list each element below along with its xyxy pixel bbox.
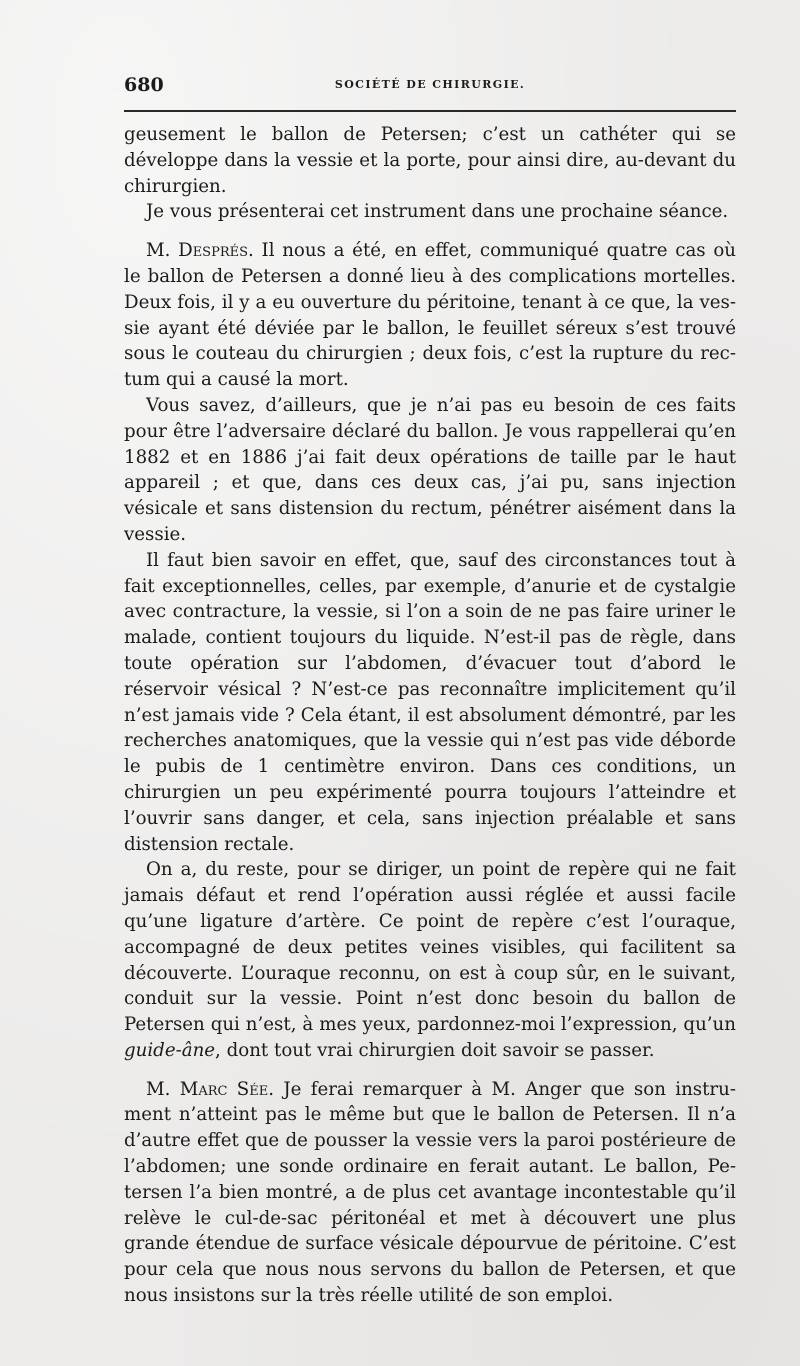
paragraph-despres-intro (124, 238, 736, 393)
paragraph-text: Je vous présenterai cet instrument dans une prochaine séance. (146, 201, 729, 223)
page-number: 680 (124, 74, 164, 96)
paragraph-text: . Je ferai remarquer à M. Anger que son instrument n’atteint pas le même but que le ballon de Petersen. Il n’a d’autre effet que de pousser la vessie vers la paroi postérieure de l’abdomen; une sonde ordinaire en ferait autant. Le ballon, Petersen l’a bien montré, a de plus cet avantage incontestable qu’il relève le cul-de-sac péritonéal et met à découvert une plus grande étendue de surface vésicale dépourvue de péritoine. C’est pour cela que nous nous servons du ballon de Petersen, et que nous insistons sur la très réelle utilité de son emploi. (124, 1078, 736, 1307)
body-text (124, 122, 736, 1309)
paragraph-marc-see (124, 1077, 736, 1309)
paragraph-text: geusement le ballon de Petersen; c’est un cathéter qui se développe dans la vessie et la porte, pour ainsi dire, au-devant du chirurgien. (124, 124, 736, 197)
paragraph-despres-vessie (124, 548, 736, 858)
paragraph-text-end: , dont tout vrai chirurgien doit savoir se passer. (215, 1039, 655, 1061)
paragraph-despres-ouraque (124, 857, 736, 1063)
paragraph-text: Il faut bien savoir en effet, que, sauf des circonstances tout à fait exceptionnelles, celles, par exemple, d’anurie et de cystalgie avec contracture, la vessie, si l’on a soin de ne pas faire uriner le malade, contient toujours du liquide. N’est-il pas de règle, dans toute opération sur l’abdomen, d’évacuer tout d’abord le réservoir vésical ? N’est-ce pas reconnaître implicitement qu’il n’est jamais vide ? Cela étant, il est absolument démontré, par les recherches anatomiques, que la vessie qui n’est pas vide déborde le pubis de 1 centimètre environ. Dans ces conditions, un chirurgien un peu expérimenté pourra toujours l’atteindre et l’ouvrir sans danger, et cela, sans injection préalable et sans distension rectale. (124, 549, 736, 855)
paragraph-text: Vous savez, d’ailleurs, que je n’ai pas eu besoin de ces faits pour être l’adversaire déclaré du ballon. Je vous rappellerai qu’en 1882 et en 1886 j’ai fait deux opérations de taille par le haut appareil ; et que, dans ces deux cas, j’ai pu, sans injection vésicale et sans distension du rectum, pénétrer aisément dans la vessie. (124, 394, 736, 545)
paragraph-text: . Il nous a été, en effet, communiqué quatre cas où le ballon de Petersen a donné lieu à des complications mortelles. Deux fois, il y a eu ouverture du péritoine, tenant à ce que, la vessie ayant été déviée par le ballon, le feuillet séreux s’est trouvé sous le couteau du chirurgien ; deux fois, c’est la rupture du rectum qui a causé la mort. (124, 240, 736, 391)
running-title: SOCIÉTÉ DE CHIRURGIE. (334, 78, 526, 91)
page-header (124, 72, 736, 102)
speaker-prefix: M. (146, 240, 179, 262)
paragraph-despres-ballon (124, 393, 736, 548)
speaker-name: Marc Sée (179, 1078, 269, 1100)
italic-term: guide-âne (124, 1039, 216, 1061)
paragraph-text: On a, du reste, pour se diriger, un point de repère qui ne fait jamais défaut et rend l’opération aussi réglée et aussi facile qu’une ligature d’artère. Ce point de repère c’est l’ouraque, accompagné de deux petites veines visibles, qui facilitent sa découverte. L’ouraque reconnu, on est à coup sûr, en le suivant, conduit sur la vessie. Point n’est donc besoin du ballon de Petersen qui n’est, à mes yeux, pardonnez-moi l’expression, qu’un (124, 859, 736, 1036)
header-rule (124, 110, 736, 112)
speaker-name: Després (178, 240, 249, 262)
paragraph-continuation (124, 122, 736, 199)
paragraph-announcement (124, 199, 736, 225)
speaker-prefix: M. (146, 1078, 180, 1100)
